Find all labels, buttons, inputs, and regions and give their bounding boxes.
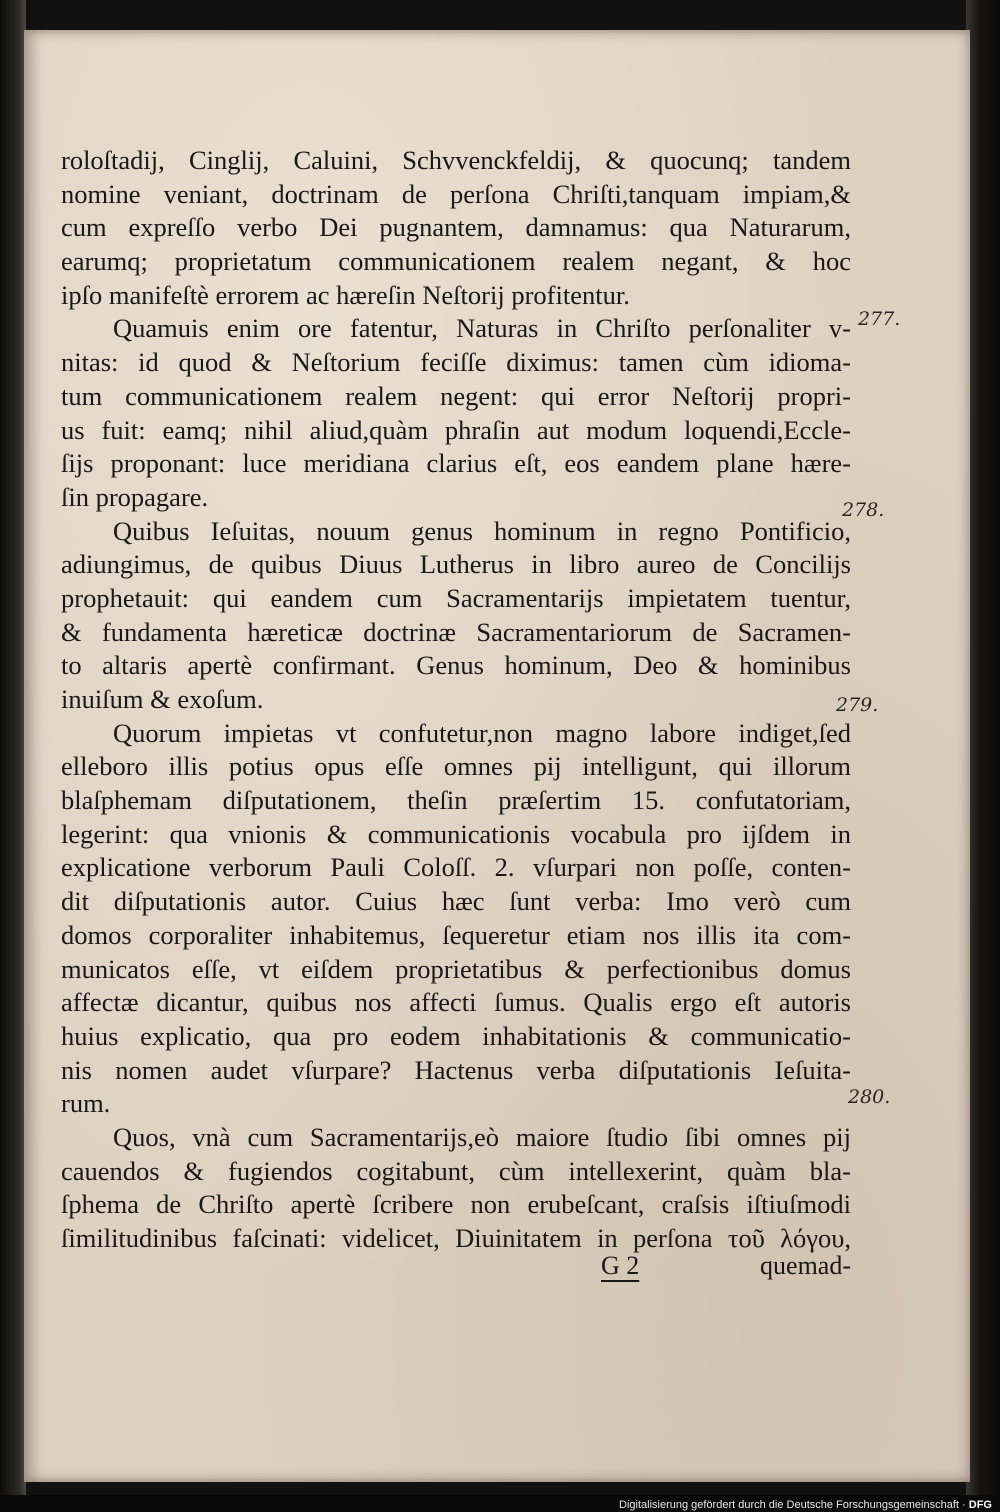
text-line: Quorum impietas vt confutetur,non magno labore indiget,ſed (113, 717, 851, 748)
text-line: municatos eſſe, vt eiſdem proprietatibus & perfectionibus domus (61, 953, 851, 984)
text-line: roloſtadij, Cinglij, Caluini, Schvvenckfeldij, & quocunq; tandem (61, 145, 851, 175)
text-line: to altaris apertè confirmant. Genus hominum, Deo & hominibus (61, 650, 851, 681)
margin-note: 279. (836, 694, 879, 716)
footer-credit (619, 1499, 992, 1511)
text-line: ſimilitudinibus faſcinati: videlicet, Diuinitatem in perſona τοῦ λόγου, (61, 1223, 851, 1253)
text-line: Quibus Ieſuitas, nouum genus hominum in regno Pontificio, (113, 515, 851, 546)
margin-note: 280. (848, 1086, 891, 1108)
signature-mark: G 2 (601, 1251, 640, 1280)
text-line: ſphema de Chriſto apertè ſcribere non erubeſcant, craſsis iſtiuſmodi (61, 1189, 851, 1220)
text-line: nis nomen audet vſurpare? Hactenus verba diſputationis Ieſuita- (61, 1054, 851, 1085)
text-line: ipſo manifeſtè errorem ac hæreſin Neſtorij profitentur. (61, 279, 630, 310)
footer-credit-text: Digitalisierung gefördert durch die Deutsche Forschungsgemeinschaft (619, 1499, 959, 1511)
text-line: prophetauit: qui eandem cum Sacramentarijs impietatem tuentur, (61, 582, 851, 613)
page-footer-line (61, 1251, 851, 1285)
text-line: rum. (61, 1088, 111, 1119)
book-page (24, 30, 970, 1482)
text-line: affectæ dicantur, quibus nos affecti ſumus. Qualis ergo eſt autoris (61, 987, 851, 1018)
text-line: us fuit: eamq; nihil aliud,quàm phraſin aut modum loquendi,Eccle- (61, 414, 851, 445)
text-line: domos corporaliter inhabitemus, ſequeretur etiam nos illis ita com- (61, 919, 851, 950)
text-line: legerint: qua vnionis & communicationis vocabula pro ijſdem in (61, 818, 851, 849)
text-line: nomine veniant, doctrinam de perſona Chriſti,tanquam impiam,& (61, 178, 851, 209)
separator-dot: · (962, 1499, 969, 1511)
text-line: huius explicatio, qua pro eodem inhabitationis & communicatio- (61, 1020, 851, 1051)
text-line: earumq; proprietatum communicationem realem negant, & hoc (61, 246, 851, 277)
text-line: Quos, vnà cum Sacramentarijs,eò maiore ſtudio ſibi omnes pij (113, 1121, 851, 1152)
margin-note: 278. (842, 499, 885, 521)
text-line: adiungimus, de quibus Diuus Lutherus in libro aureo de Concilijs (61, 549, 851, 580)
catchword: quemad- (760, 1251, 851, 1280)
text-line: blaſphemam diſputationem, theſin præſertim 15. confutatoriam, (61, 785, 851, 816)
text-line: nitas: id quod & Neſtorium feciſſe diximus: tamen cùm idioma- (61, 347, 851, 378)
text-line: Quamuis enim ore fatentur, Naturas in Chriſto perſonaliter v- (113, 313, 851, 344)
text-line: cauendos & fugiendos cogitabunt, cùm intellexerint, quàm bla- (61, 1155, 851, 1186)
scan-edge-left (0, 0, 26, 1495)
scan-edge-right (966, 0, 1000, 1495)
text-line: cum expreſſo verbo Dei pugnantem, damnamus: qua Naturarum, (61, 212, 851, 243)
text-line: dit diſputationis autor. Cuius hæc ſunt verba: Imo verò cum (61, 886, 851, 917)
margin-note: 277. (858, 308, 901, 330)
body-text (61, 144, 851, 1256)
text-line: & fundamenta hæreticæ doctrinæ Sacramentariorum de Sacramen- (61, 616, 851, 647)
text-line: ſijs proponant: luce meridiana clarius eſt, eos eandem plane hære- (61, 448, 851, 479)
text-line: elleboro illis potius opus eſſe omnes pij intelligunt, qui illorum (61, 751, 851, 782)
text-line: tum communicationem realem negent: qui error Neſtorij propri- (61, 380, 851, 411)
text-line: explicatione verborum Pauli Coloſſ. 2. vſurpari non poſſe, conten- (61, 852, 851, 883)
text-line: ſin propagare. (61, 481, 209, 512)
text-line: inuiſum & exoſum. (61, 684, 264, 714)
dfg-logo[interactable]: DFG (968, 1499, 992, 1511)
